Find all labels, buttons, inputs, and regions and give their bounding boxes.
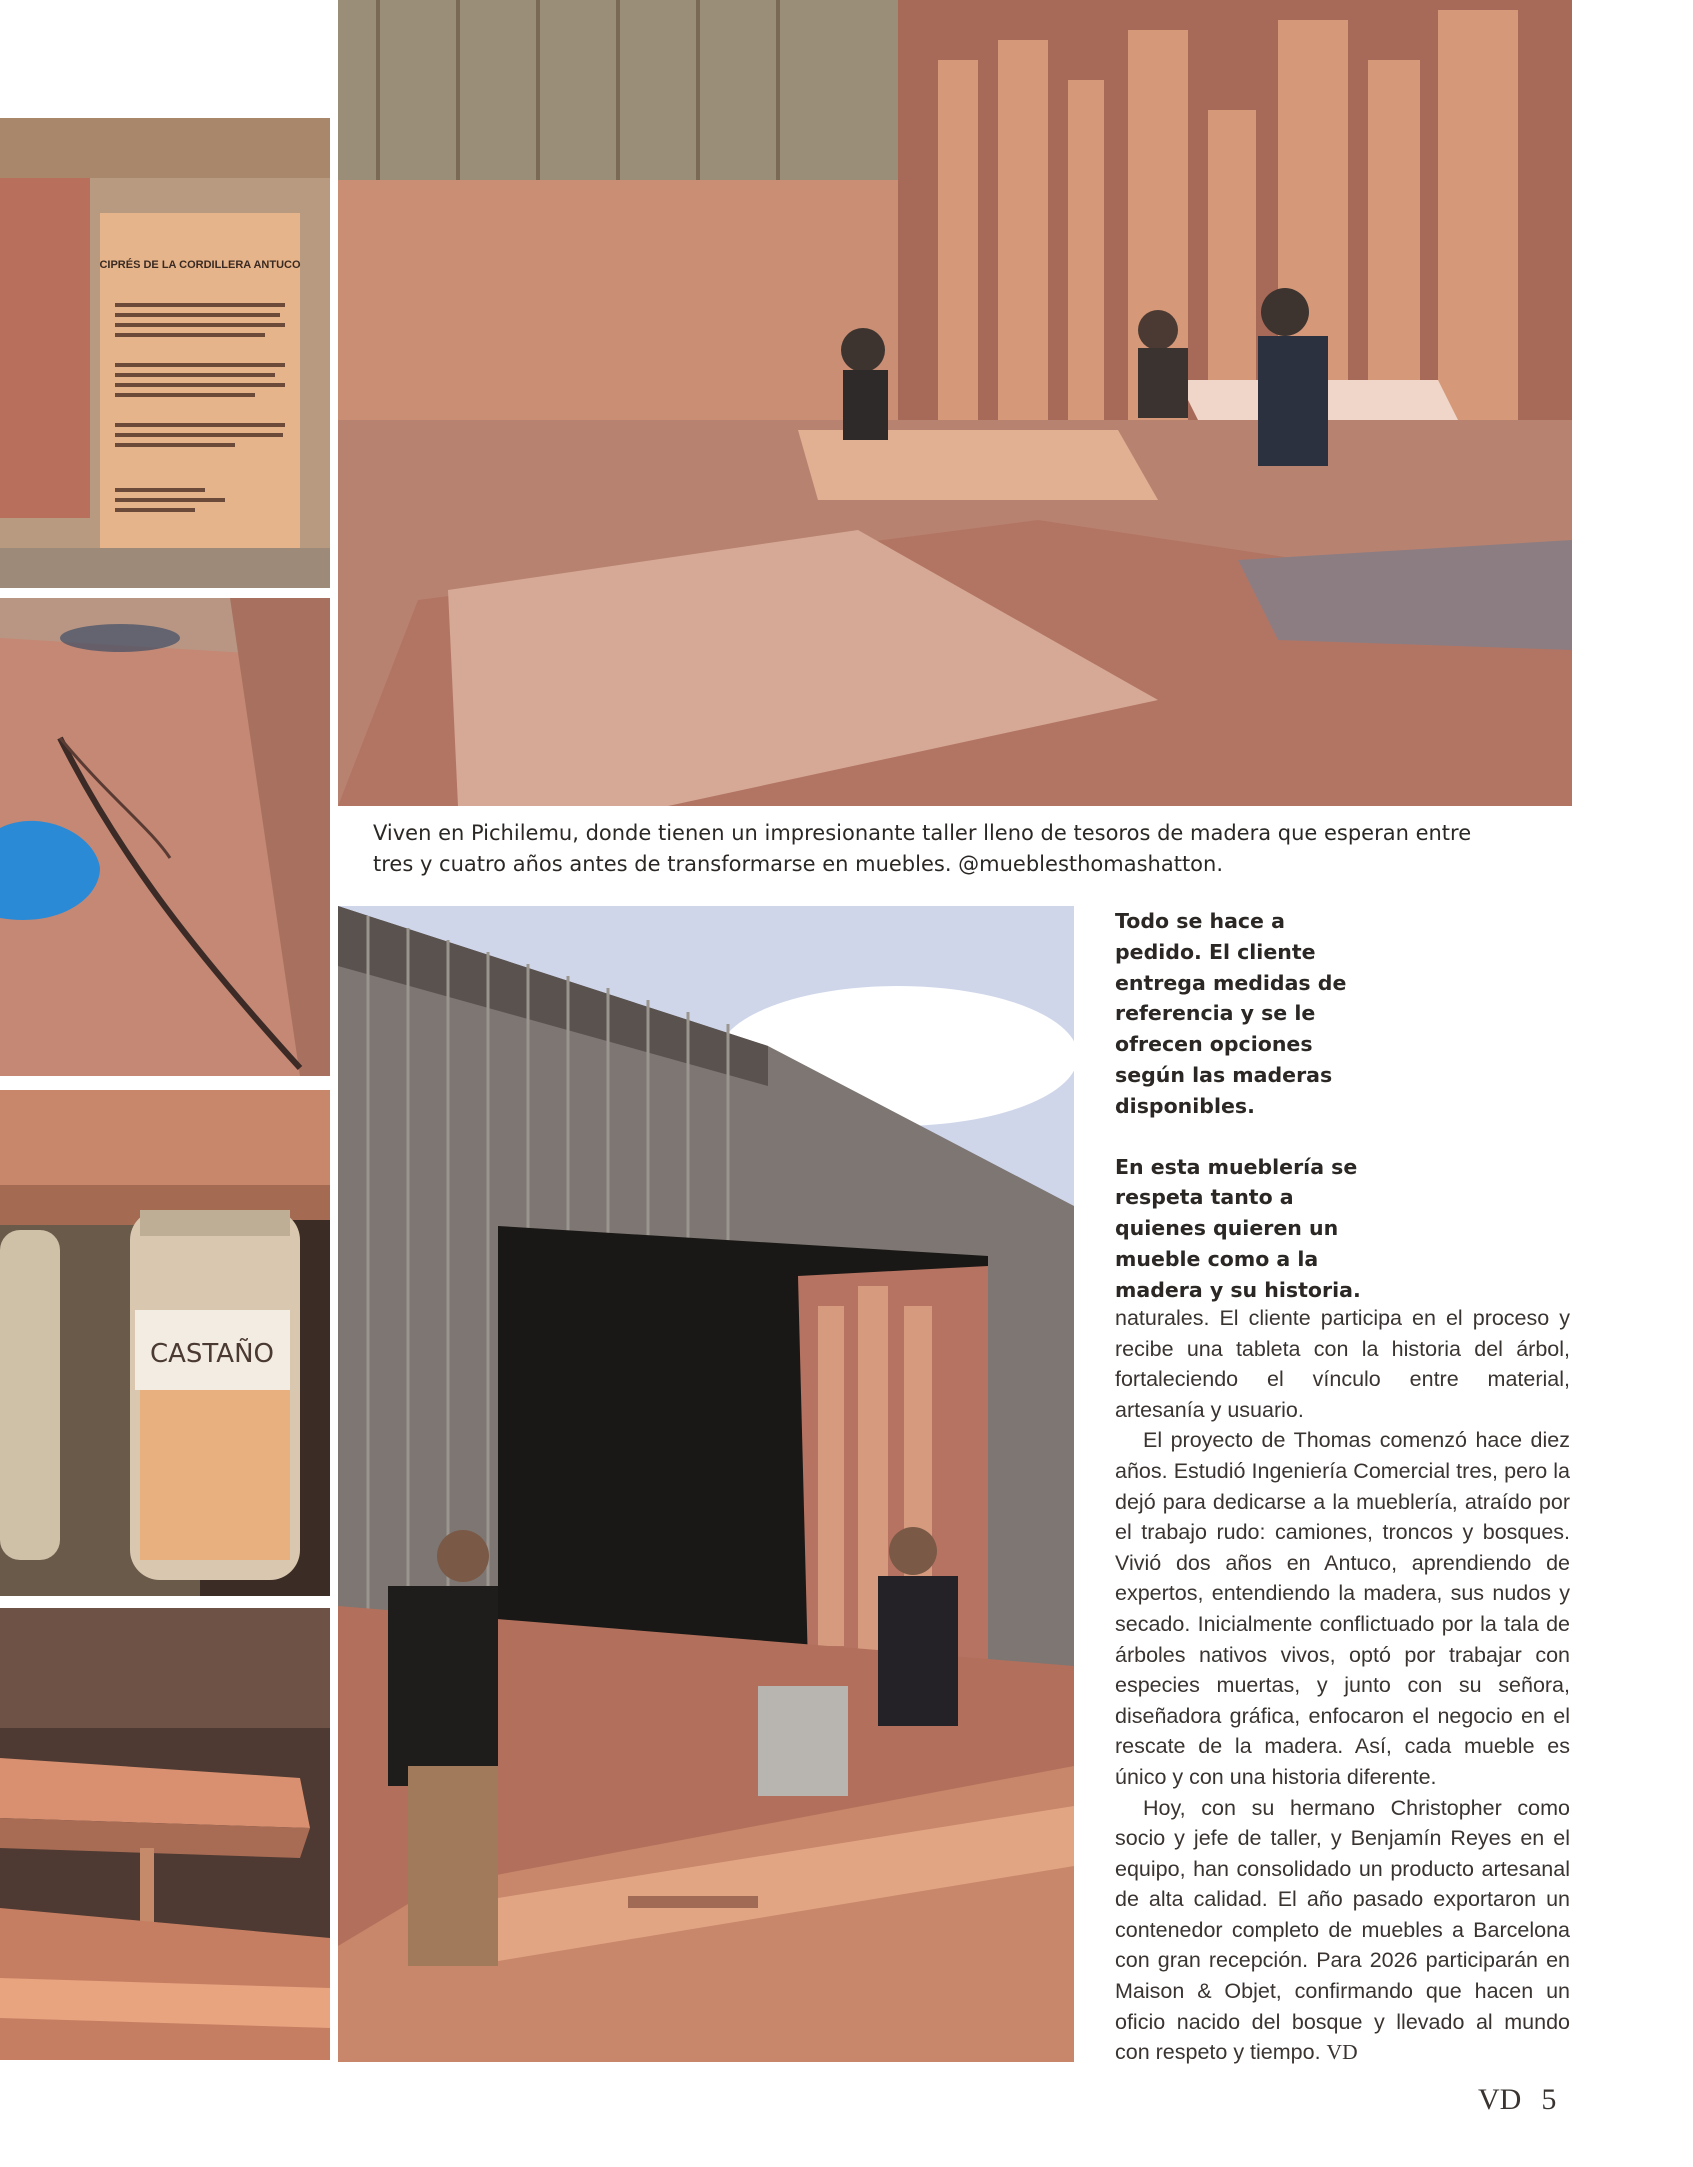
page-number: 5 <box>1541 2083 1557 2116</box>
workshop-interior-photo <box>338 0 1572 806</box>
pull-quote-2: En esta mueblería se respeta tanto a quienes quieren un mueble como a la madera y su historia. <box>1115 1154 1361 1302</box>
barn-exterior-photo <box>338 906 1074 2062</box>
body-paragraph-1: naturales. El cliente participa en el proceso y recibe una tableta con la historia del árbol, fortaleciendo el vínculo entre material, artesanía y usuario. <box>1115 1306 1570 1422</box>
pull-quote-1: Todo se hace a pedido. El cliente entrega medidas de referencia y se le ofrecen opciones según las maderas disponibles. <box>1115 909 1347 1118</box>
wood-tablet-photo <box>0 118 330 588</box>
table-photo <box>0 1608 330 2060</box>
body-paragraph-3-text: Hoy, con su hermano Christopher como socio y jefe de taller, y Benjamín Reyes en el equipo, han consolidado un producto artesanal de alta calidad. El año pasado exportaron un contenedor completo de muebles a Barcelona con gran recepción. Para 2026 participarán en Maison & Objet, confirmando que hacen un oficio nacido del bosque y llevado al mundo con respeto y tiempo. <box>1115 1795 1570 2065</box>
jars-photo <box>0 1090 330 1596</box>
article-body <box>1115 1303 1570 2068</box>
body-paragraph-2: El proyecto de Thomas comenzó hace diez años. Estudió Ingeniería Comercial tres, pero la dejó para dedicarse a la mueblería, atraído por el trabajo rudo: camiones, troncos y bosques. Vivió dos años en Antuco, aprendiendo de expertos, entendiendo la madera, sus nudos y secado. Inicialmente conflictuado por la tala de árboles nativos vivos, optó por trabajar con especies muertas, y junto con su señora, diseñadora gráfica, enfocaron el negocio en el rescate de la madera. Así, cada mueble es único y con una historia diferente. <box>1115 1428 1570 1789</box>
cracked-wood-photo <box>0 598 330 1076</box>
body-paragraph-3 <box>1115 1793 1570 2068</box>
photo-caption: Viven en Pichilemu, donde tienen un impresionante taller lleno de tesoros de madera que esperan entre tres y cuatro años antes de transformarse en muebles. @mueblesthomashatton. <box>373 821 1472 876</box>
page-folio <box>1478 2083 1576 2117</box>
pull-quote <box>1115 906 1375 1336</box>
jar-label: CASTAÑO <box>149 1339 275 1369</box>
magazine-mark: VD <box>1478 2083 1522 2116</box>
signature-mark: VD <box>1326 2040 1358 2065</box>
tablet-title: CIPRÉS DE LA CORDILLERA ANTUCO <box>99 259 301 271</box>
